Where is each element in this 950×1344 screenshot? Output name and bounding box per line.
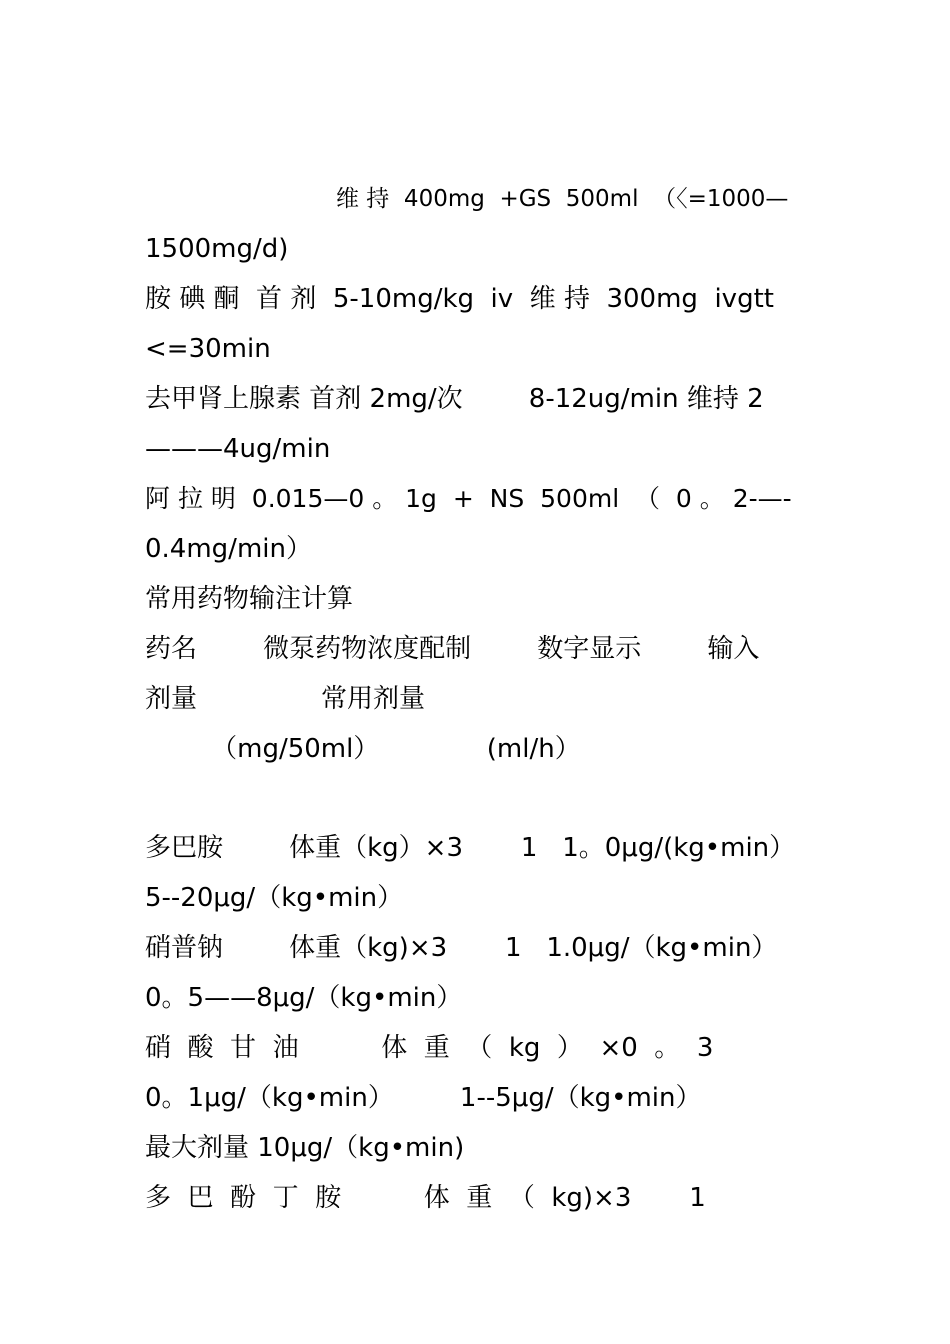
text-line-4: <=30min xyxy=(145,334,271,364)
text-line-3: 胺 碘 酮 首 剂 5-10mg/kg iv 维 持 300mg ivgtt xyxy=(145,284,774,314)
text-line-6: ———4ug/min xyxy=(145,434,331,464)
section-heading: 常用药物输注计算 xyxy=(145,584,354,614)
text-line-7: 阿 拉 明 0.015—0 。 1g + NS 500ml （ 0 。 2-—- xyxy=(145,484,792,513)
text-line-5: 去甲肾上腺素 首剂 2mg/次 8-12ug/min 维持 2 xyxy=(145,384,764,414)
drug-row-dopamine-range: 5--20μg/（kg•min） xyxy=(145,883,404,913)
drug-row-nitroprusside: 硝普钠 体重（kg)×3 1 1.0μg/（kg•min） xyxy=(145,933,778,963)
drug-row-dopamine: 多巴胺 体重（kg）×3 1 1。0μg/(kg•min） xyxy=(145,833,796,863)
text-line-1: 维 持 400mg +GS 500ml （〈=1000— xyxy=(267,186,789,212)
text-line-8: 0.4mg/min） xyxy=(145,534,312,564)
table-header-units: （mg/50ml） (ml/h） xyxy=(145,734,581,764)
drug-row-nitroglycerin: 硝 酸 甘 油 体 重 （ kg ） ×0 。 3 xyxy=(145,1033,714,1063)
table-header-line-1: 药名 微泵药物浓度配制 数字显示 输入 xyxy=(145,634,760,664)
drug-row-dobutamine: 多 巴 酚 丁 胺 体 重 （ kg)×3 1 xyxy=(145,1183,706,1213)
table-header-line-2: 剂量 常用剂量 xyxy=(145,684,425,714)
drug-row-nitroglycerin-range: 0。1μg/（kg•min） 1--5μg/（kg•min） xyxy=(145,1083,702,1113)
text-line-2: 1500mg/d) xyxy=(145,234,289,264)
drug-row-nitroglycerin-max: 最大剂量 10μg/（kg•min) xyxy=(145,1133,465,1163)
drug-row-nitroprusside-range: 0。5——8μg/（kg•min） xyxy=(145,983,463,1013)
